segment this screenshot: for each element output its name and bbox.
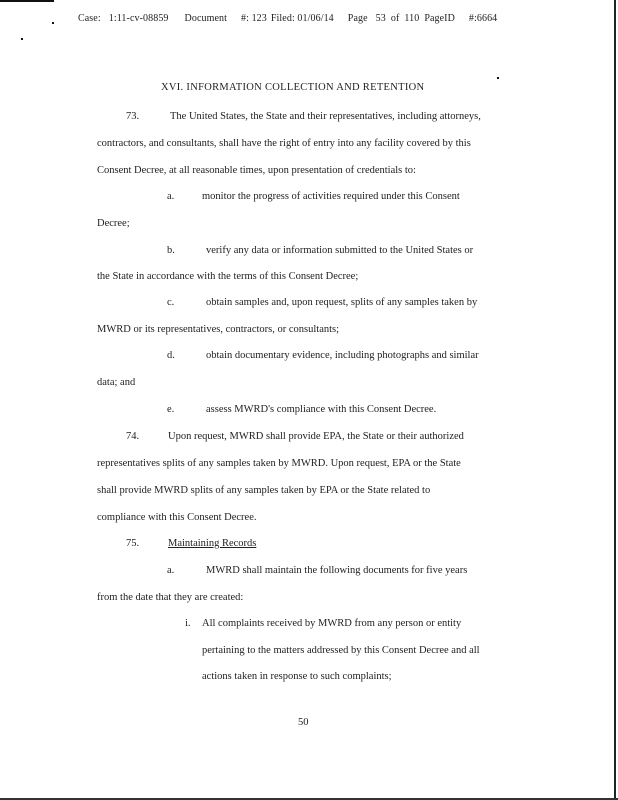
- paragraph-number: 74.: [126, 431, 140, 442]
- list-text: from the date that they are created:: [97, 592, 244, 603]
- document-label: Document: [184, 13, 227, 24]
- page-label: Page: [347, 13, 368, 24]
- page-number: 50: [298, 717, 309, 728]
- paragraph-text: shall provide MWRD splits of any samples taken by EPA or the State related to: [97, 485, 431, 496]
- pageid-value: #:6664: [468, 13, 498, 24]
- pageid-label: PageID: [424, 13, 455, 24]
- list-text: actions taken in response to such complaints;: [202, 671, 392, 682]
- scan-mark-dot: [52, 22, 54, 24]
- case-number: 1:11-cv-08859: [108, 13, 169, 24]
- list-text: obtain samples and, upon request, splits of any samples taken by: [206, 297, 478, 308]
- list-label: b.: [167, 245, 175, 256]
- list-text: MWRD shall maintain the following documents for five years: [206, 565, 468, 576]
- filed-date: Filed: 01/06/14: [270, 13, 334, 24]
- list-text: the State in accordance with the terms of this Consent Decree;: [97, 271, 359, 282]
- document-number: #: 123: [241, 13, 267, 24]
- paragraph-text: contractors, and consultants, shall have the right of entry into any facility covered by this: [97, 138, 471, 149]
- paragraph-text: Upon request, MWRD shall provide EPA, the State or their authorized: [168, 431, 464, 442]
- paragraph-text: The United States, the State and their representatives, including attorneys,: [170, 111, 481, 122]
- list-text: verify any data or information submitted to the United States or: [206, 245, 474, 256]
- subsection-title: Maintaining Records: [168, 538, 257, 549]
- section-heading: XVI. INFORMATION COLLECTION AND RETENTION: [161, 82, 425, 93]
- list-text: monitor the progress of activities required under this Consent: [202, 191, 460, 202]
- list-label: i.: [185, 618, 191, 629]
- list-text: Decree;: [97, 218, 130, 229]
- list-label: d.: [167, 350, 175, 361]
- page-current: 53: [375, 13, 386, 24]
- page-total: 110: [404, 13, 420, 24]
- court-filing-header: [78, 13, 505, 24]
- list-label: e.: [167, 404, 175, 415]
- list-text: All complaints received by MWRD from any person or entity: [202, 618, 462, 629]
- scan-mark-dot: [21, 38, 23, 40]
- list-text: pertaining to the matters addressed by this Consent Decree and all: [202, 645, 480, 656]
- paragraph-text: Consent Decree, at all reasonable times, upon presentation of credentials to:: [97, 165, 416, 176]
- case-label: Case:: [78, 13, 101, 24]
- list-label: c.: [167, 297, 175, 308]
- list-text: data; and: [97, 377, 136, 388]
- scan-mark-top-left: [0, 0, 54, 2]
- page-of: of: [390, 13, 400, 24]
- paragraph-text: compliance with this Consent Decree.: [97, 512, 257, 523]
- paragraph-number: 75.: [126, 538, 140, 549]
- list-text: obtain documentary evidence, including photographs and similar: [206, 350, 479, 361]
- paragraph-number: 73.: [126, 111, 140, 122]
- scan-border-right: [614, 0, 616, 800]
- paragraph-text: representatives splits of any samples taken by MWRD. Upon request, EPA or the State: [97, 458, 461, 469]
- scan-mark-dot: [497, 77, 499, 79]
- list-label: a.: [167, 565, 175, 576]
- list-label: a.: [167, 191, 175, 202]
- list-text: MWRD or its representatives, contractors, or consultants;: [97, 324, 340, 335]
- list-text: assess MWRD's compliance with this Consent Decree.: [206, 404, 437, 415]
